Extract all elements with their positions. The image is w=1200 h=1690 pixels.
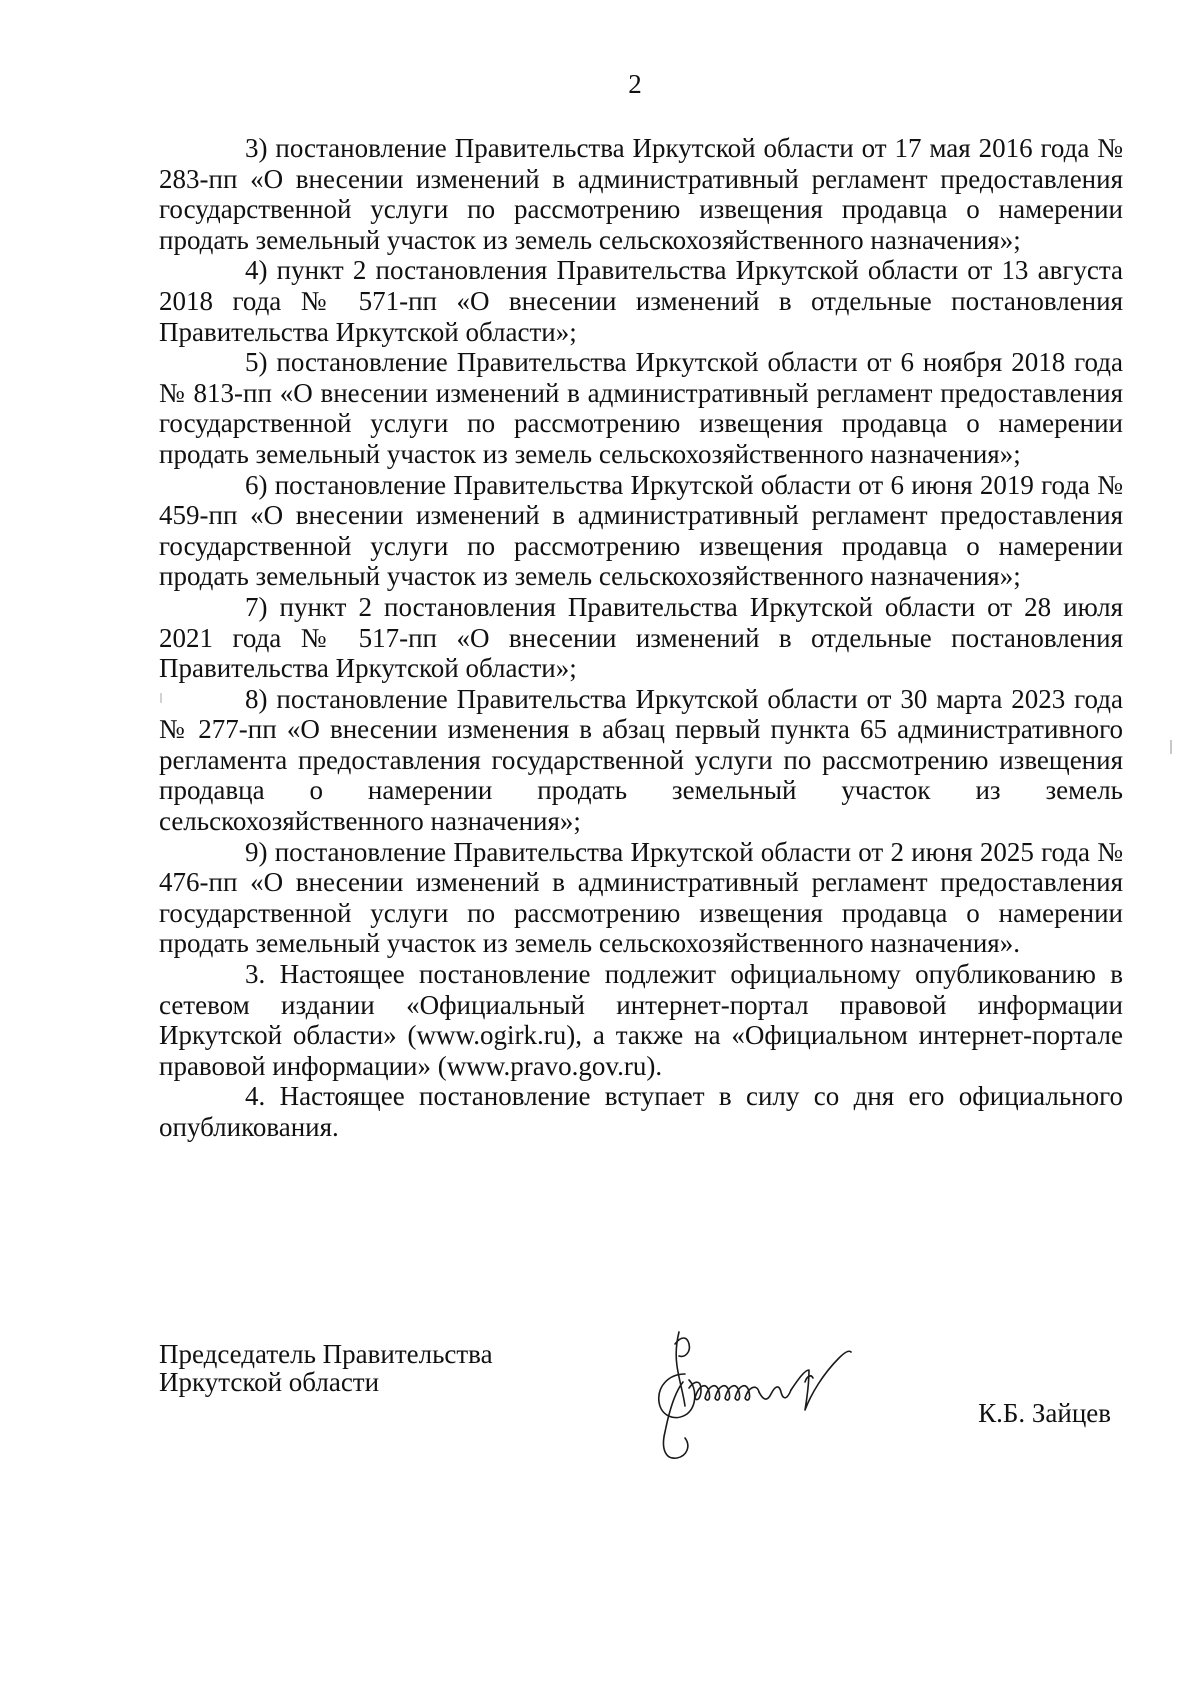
list-item-4: 4) пункт 2 постановления Правительства Иркутской области от 13 августа 2018 года № 571-пп «О внесении изменений в отдельные постановления Правительства Иркутской области»; <box>159 255 1123 347</box>
list-item-3: 3) постановление Правительства Иркутской области от 17 мая 2016 года № 283-пп «О внесении изменений в административный регламент предоставления государственной услуги по рассмотрению извещения продавца о намерении продать земельный участок из земель сельскохозяйственного назначения»; <box>159 133 1123 255</box>
section-4-effective-date: 4. Настоящее постановление вступает в силу со дня его официального опубликования. <box>159 1081 1123 1142</box>
page-number: 2 <box>628 69 642 99</box>
signatory-title-line-1: Председатель Правительства <box>159 1339 493 1369</box>
signatory-title-line-2: Иркутской области <box>159 1367 380 1397</box>
document-body <box>159 133 1123 1143</box>
scan-mark <box>1170 740 1172 754</box>
scan-mark <box>160 693 162 703</box>
list-item-8: 8) постановление Правительства Иркутской области от 30 марта 2023 года № 277-пп «О внесении изменения в абзац первый пункта 65 административного регламента предоставления государственной услуги по рассмотрению извещения продавца о намерении продать земельный участок из земель сельскохозяйственного назначения»; <box>159 683 1123 837</box>
list-item-5: 5) постановление Правительства Иркутской области от 6 ноября 2018 года № 813-пп «О внесении изменений в административный регламент предоставления государственной услуги по рассмотрению извещения продавца о намерении продать земельный участок из земель сельскохозяйственного назначения»; <box>159 347 1123 469</box>
signatory-title <box>159 1340 493 1396</box>
list-item-6: 6) постановление Правительства Иркутской области от 6 июня 2019 года № 459-пп «О внесении изменений в административный регламент предоставления государственной услуги по рассмотрению извещения продавца о намерении продать земельный участок из земель сельскохозяйственного назначения»; <box>159 469 1123 592</box>
list-item-7: 7) пункт 2 постановления Правительства Иркутской области от 28 июля 2021 года № 517-пп «О внесении изменений в отдельные постановления Правительства Иркутской области»; <box>159 591 1123 684</box>
list-item-9: 9) постановление Правительства Иркутской области от 2 июня 2025 года № 476-пп «О внесении изменений в административный регламент предоставления государственной услуги по рассмотрению извещения продавца о намерении продать земельный участок из земель сельскохозяйственного назначения». <box>159 836 1123 959</box>
signatory-name: К.Б. Зайцев <box>978 1398 1111 1428</box>
handwritten-signature <box>639 1322 899 1472</box>
signature-block <box>159 1340 1123 1490</box>
section-3-publication: 3. Настоящее постановление подлежит официальному опубликованию в сетевом издании «Официальный интернет-портал правовой информации Иркутской области» (www.ogirk.ru), а также на «Официальном интернет-портале правовой информации» (www.pravo.gov.ru). <box>159 959 1123 1081</box>
